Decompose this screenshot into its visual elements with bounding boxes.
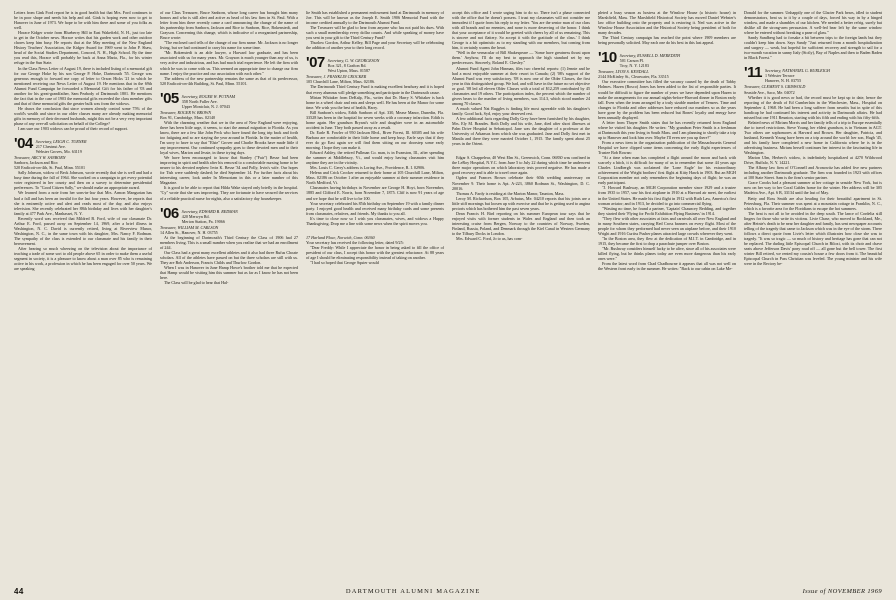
class-heading-1911: [744, 66, 882, 83]
class-year: '05: [160, 89, 179, 107]
paragraph: He draws the conclusion that since women already control some 75% of the world's wealth and since in our older classes many are already making memorial gifts in memory of their deceased husbands, might this not be a very very important phase of any over-all solicitation on behalf of the College?: [14, 105, 152, 127]
treasurer-address: Sanborn, Jackson and Ricc: [14, 160, 59, 166]
paragraph: It is good to be able to report that Hilda Wake stayed only briefly in the hospital. "Cy" wrote that she was improving. They are fortunate to have secured the services of a reliable practical nurse for nights, also a satisfactory day housekeeper.: [160, 185, 298, 201]
paragraph: Donald for the summer. Unhappily one of the Glacier Park bears, idled to student demonstrators, beat us to it by a couple of days, forced his way in by a hinged window, and made a shambles of our kitchen. We needed a better refrig. surely but dislike all the strong-arm persuasion. A well-fed bear left by the same window where he entered without breaking a pane of glass.": [744, 10, 882, 36]
paragraph: The Dartmouth Third Century Fund is making excellent headway and it is hoped that every alumnus will pledge something and participate in the Dartmouth cause.: [306, 84, 444, 95]
paragraph: A few additional facts regarding Dolly Grey have been furnished by his daughter, Mrs. Ely M. Brandes. Both Dolly and his wife, Jane, died after short illnesses at Palm Drive Hospital in Sebastopol. Jane was the daughter of a professor at the University of Arkansas from which she was graduated. Jane and Dolly first met in Manila and there they were married October 1, 1915. The family spent about 25 years in the Orient.: [452, 115, 590, 147]
paragraph: Sandy Sandberg had to forsake a bit between trips to the foreign lands but they couldn't keep him down. Says Sandy "Just returned from a month hospitalization and surgery — weak, but hopeful for sufficient recovery and strength to sail for a two-month vacation in sunny Italy (Sicily), Bay of Naples and then to Baden Baden in Black Forest.": [744, 35, 882, 61]
paragraph: Edgar S. Chappelear, 40 West Elm St., Greenwich, Conn. 06830 was confined in the LeRoy Hospital, N.Y.C. from June 5 to July 22 during which time he underwent three major operations on which laboratory tests proved negative. He has made a good recovery and is able to travel once again.: [452, 155, 590, 176]
publication-title: DARTMOUTH ALUMNI MAGAZINE: [345, 588, 481, 595]
treasurer-line: Treasurer, ROGER W. BROWN: [160, 109, 212, 115]
paragraph: It's time to close now so I wish you classmates, wives, and widows a Happy Thanksgiving. Drop me a line with some news when the spirit moves you.: [306, 215, 444, 226]
paragraph: Our Class had a great many excellent athletes and it also had three Rufus Choate scholars. All of the athletes have passed on but the three scholars are still with us. They are Bob Anderson, Francis Childs and Thurlow Gordon.: [160, 249, 298, 265]
address-line: 358 North Fuller Ave.: [181, 98, 218, 104]
column-container: [14, 10, 882, 566]
class-heading-1904: [14, 137, 152, 154]
paragraph: We have been encouraged to know that Stanley ("Fair") Besse had been improving in spirit and health after his removal to a comfortable nursing home to be nearer to his devoted nephew Irvin K. Besse '34 and Polly, Irvin's wife. Our hopes for Tish were suddenly dashed; he died September 14. For further facts about his interesting career, look under In Memoriam in this or a later number of this Magazine.: [160, 155, 298, 186]
address-line: Hanover, N. H. 03755: [764, 78, 802, 84]
page-number-left: 44: [14, 587, 24, 596]
text-column-1: [14, 10, 152, 566]
paragraph: Leroy M. Richardson, Box 105, Arbutus, Me. 04210 reports that his joints are a little stiff mornings but loosen up with exercise and that he is getting used to angina pectoris which has bothered him the past seven years.: [452, 195, 590, 211]
class-heading-1907: [306, 56, 444, 73]
paragraph: "Mr. Bokenstedt is an able lawyer, a Harvard law graduate, and has been associated with us for many years. Mr. Grayson is much younger than any of us, is very active and industrious, and has had much trial experience. He left the firm with which he was to come with us. This seemed an appropriate time to change our firm name. I enjoy the practice and our association with each other.": [160, 50, 298, 76]
paragraph: I am sure our 1903 widows can be proud of their record of support.: [18, 126, 129, 132]
paragraph: Letters from Gink Ford report he is in good health but that Mrs. Ford continues to be in poor shape and needs his help and aid. Gink is hoping even now to get to Hanover in June of 1973. We hope to be with him there and some of you folks as well.: [14, 10, 152, 31]
address-line: 420 Merwyn Rd.: [181, 213, 210, 219]
treasurer-address: 520 Endicott-on-4th, St. Paul, Minn. 55101: [14, 165, 86, 171]
paragraph: Bill Sanborn's widow, Edith Sanborn of Apt. 330, Mease Manor, Dunedin, Fla. 33528 has been in the hospital for seven weeks with a coronary infarction. Edith is home again. Her grandson Bryant's wife and daughter were in an automobile accident in June. They both passed away as a result.: [306, 109, 444, 130]
address-line: Merion Station, Pa. 19066: [181, 218, 225, 224]
text-column-4: [452, 10, 590, 566]
class-heading-1905: [160, 89, 298, 109]
paragraph: We learned from a note from her sons-in-law that Mrs. Armon Mangurian has had a fall and has been an invalid for the last four years. However, he reports that she is eminently active and alert and reads most of the day, and also enjoys television. She recently celebrated her 88th birthday and lives with her daughter's family at 477 Park Ave., Manhasset, N. Y.: [14, 190, 152, 216]
class-year: '07: [306, 54, 325, 72]
paragraph: "They flew with other associates at fairs and carnivals all over New England and in many Southern states, carrying Red Cross banners on every flight. Most of the people for whom they performed had never seen an airplane before, and their 1910 Wright and 1916 Curtiss Pusher planes attracted large crowds wherever they went.: [598, 215, 736, 236]
class-year: '11: [744, 64, 762, 82]
paragraph: Dr. Earle R. Fowler of 950 Jackson Blvd., River Forest, Ill. 60305 and his wife Barbara are comfortable in their little home and keep busy. Earle says that if they ever do go East again we will find them sitting on our doorstep some early morning. I hope they can make it.: [306, 129, 444, 151]
address-line: Box 321, 8 Grafton Rd.: [327, 63, 367, 69]
treasurer-address: 2144 McKinley St., Clearwater, Fla. 33515: [598, 74, 669, 80]
text-column-6: [744, 10, 882, 566]
class-year: '06: [160, 204, 179, 222]
paragraph: Grace Crooks had a pleasant summer at her cottage in seaside New York, but is now on her way to her Coral Gables home for the winter. Her address will be 305 Madeira Ave., Apt. 6 B, 33134 until the last of May.: [744, 180, 882, 196]
paragraph: Recently word was received that Mildred B. Ford, wife of our classmate Dr. Arthur E. Ford, passed away on September 14, 1969, after a brief illness in Washington, N. C. David is currently retired, living at Riverview Manor, Washington, N. C., in the same town with his daughter, Mrs. Nancy F. Rodman. The sympathy of the class is extended to our classmate and his family in their bereavement.: [14, 215, 152, 246]
paragraph: Your secretary celebrated his 85th birthday on September 19 with a family dinner party. I enjoyed good health and received many birthday cards and some presents from classmates, relatives, and friends. My thanks to you all.: [306, 200, 444, 216]
paragraph: The Third Century campaign has reached the point where 1909 members are being personally solicited. May each one do his best in this last appeal.: [598, 35, 736, 46]
paragraph: Alumni Fund Agent John Hinman, files two cheerful reports: (1) Jennie and he had a most enjoyable summer at their resort in Canada; (2) '08's support of the Alumni Fund was very satisfactory. '08 is now one of the Older Classes, the first year in this distinguished group. We had, and will have in the future no set objective or goal. '08 led all eleven Older Classes with a total of $12,259 contributed by 45 classmates and 19 others. The participation index, the percent which the number of givers bears to the number of living members, was 114.3, which stood number 24 among 70 classes.: [452, 65, 590, 106]
paragraph: Sally Johnson, widow of Beck Johnson, wrote recently that she is well and had a busy time during the fall of 1964. She worked on a campaign to get every potential voter registered in her county and then on a survey to determine presidential preferences. To "Good Citizen Sally," we should make an appropriate award.: [14, 170, 152, 191]
treasurer-address: 14 Allen St., Hanover, N. H. 03755: [160, 229, 218, 235]
paragraph: Dean Francis H. Bird reporting on his summer European tour says that he enjoyed visits with former students in Wales and England and then took an interesting cruise from Bergen, Norway to the countries of Norway, Sweden, Finland, Russia, Poland, and Denmark through the Kiel Canal in Western Germany to the Tilbury Docks in London.: [452, 210, 590, 236]
secretary-line: Secretary, EDWARD B. REDMAN: [181, 208, 238, 214]
paragraph: With the charming weather that we in the area of New England were enjoying, there has been little urge, it seems, to start the annual migration to Florida. As you know, there are a few like John Peck who have found the long trip back and forth too fatiguing and so are staying the year around in Florida. In the matter of health, I'm sorry to have to say that "Elsie" Grover and Charlie Brooks have made little if any improvement. Our continued sympathy goes to these devoted men and to their loyal wives, Marion and Jessie, in these trying days.: [160, 119, 298, 156]
paragraph: "In the Boston area, they flew at the dedication of M.I.T. in Cambridge, and in 1915, they became the first to drop a parachute jumper over Boston.: [598, 235, 736, 246]
paragraph: The Treasurer will be glad to hear from anyone who has not paid his dues. With such a small membership every dollar counts. And while speaking of money have you sent in your gift to the Third Century Fund?: [306, 25, 444, 41]
class-year: '10: [598, 49, 617, 67]
paragraph: "J. Howard Bushway, an MGH Corporation member since 1929 and a trustee from 1935 to 1957, saw his first airplane in 1910 at a Harvard air meet, the earliest in the United States. He made his first flight in 1912 with Ruth Law, America's first woman aviator; and in 1913, he decided to go into commercial flying.: [598, 185, 736, 206]
address-line: West Upton, Mass. 01587: [327, 68, 371, 74]
paragraph: At the beginning of Dartmouth's Third Century the Class of 1906 had 27 members living. This is a small number when you realize that we had an enrollment of 244.: [160, 234, 298, 250]
treasurer-line: Treasurer, CLEMENT S. GRISWOLD: [744, 84, 806, 90]
paragraph: "Dear Freddy: While I appreciate the honor in being asked to fill the office of president of our class, I accept this honor with the greatest reluctance. At 88 years of age I should be eliminating responsibility instead of taking on another.: [306, 244, 444, 260]
paragraph: Horace Kidger wrote from Blueberry Hill in East Wakefield, N. H., just too late to get in the October news. Horace writes that his garden work and other outdoor chores keep him busy. He reports that at the May meeting of the New England History Teachers' Association, the Kidger Award for 1969 went to John P. Shaw, head of the Social Studies Department, Concord, N. H., High School. By the time you read this, Horace will probably be back at Anna Maria, Fla., for his winter refuge in the Sun State.: [14, 30, 152, 66]
paragraph: Whether it is good news or bad, the record must be kept up to date, hence the reporting of the death of Ed Cumberlain in the Winchester, Mass., Hospital on September 4, 1968. He had been a long sufferer from neuritis but in spite of this handicap he had continued his interest and activity in Dartmouth affairs. He had missed but one 1911 Reunion, starting with his fifth and ending with his fifty-fifth.: [744, 94, 882, 120]
paragraph: "The enclosed card tells of the change of our firm name. Mr. Jackson is no longer living, but we had continued to carry his name for some time.: [160, 40, 298, 51]
paragraph: "At a time when man has completed a flight around the moon and back with scarcely a hitch, it is difficult for many of us to remember that some 44 years ago Charles Lindbergh was acclaimed the 'Lone Eagle' for his extraordinary achievement of the Wright brothers' first flight at Kitty Hawk in 1903. But an MGH Corporation member not only remembers the beginning days of flight; he was an early participant.: [598, 155, 736, 186]
class-secretary-block: [765, 66, 830, 83]
paragraph: From a news item in the organization publication of the Massachusetts General Hospital we have clipped some items concerning the early flight experiences of Trustee Bob Rowan:: [598, 139, 736, 156]
class-secretary-block: [182, 92, 235, 109]
paragraph: Marion Ulm, Herbert's widow, is indefinitely hospitalized at 4270 Wildwood Drive, Buffalo, N. Y. 14221.: [744, 155, 882, 166]
paragraph: Mrs. Louis C. Gerry's address is Loring Ave., Providence, R. I. 02906.: [310, 165, 426, 171]
treasurer-address: Your secretary has received the following letter, dated 9/25:: [306, 239, 404, 245]
class-secretary-block: [620, 51, 680, 68]
class-year: '04: [14, 135, 33, 153]
paragraph: From the latest word from Chad Chadbourne it appears that all was not well on the Western front early in the summer. He writes: "Back to our cabin on Lake Me-: [598, 261, 736, 272]
paragraph: Mirian Whitaker from DeKalp, Fla., writes that Dr. Harry S. Whitaker is back home in a wheel chair and eats and sleeps well. He has been at the Manor for some time. We wish you the best of health, Harry.: [306, 94, 444, 110]
paragraph: Thurlow Gordon, Arthur Kelley, Bill Page and your Secretary will be celebrating the addition of another year to their long record.: [306, 40, 444, 51]
paragraph: Ogden and Frances Brown celebrate their 60th wedding anniversary on November 9. Their home is Apt. A-223, 3860 Rodman St., Washington, D. C. 20016.: [452, 175, 590, 191]
secretary-line: Secretary, LEIGH C. TURNER: [35, 139, 87, 145]
paragraph: A much valued Nat Ruggles is finding life most agreeable with his daughter's family. Good luck, Syd, enjoy your deserved rest.: [452, 105, 590, 116]
paragraph: lie Smith has established a permanent endowment fund at Dartmouth in memory of Joe. This will be known as the Joseph E. Smith 1906 Memorial Fund with the income credited annually to the Dartmouth Alumni Fund.: [306, 10, 444, 26]
class-heading-1908: [306, 232, 444, 234]
page-footer: [14, 587, 882, 596]
treasurer-line: Treasurer, LYON S. KENDALL: [598, 69, 649, 75]
paragraph: Belated news of Miriam Morris and her family tells of a trip to Europe essentially due to travel restrictions. Steve Young, her eldest grandson, is in Vietnam in AGT. Two others are sophomores at Harvard and Brown. Her daughter, Patricia, and husband, Kenneth Young have been on a trip around the world: her son, Hugh '45, and his family have completed a new home in California where he is in the advertising business. Miriam herself continues her interest in the fascinating life in Washington.: [744, 119, 882, 156]
paragraph: Helena and Crick Crocker returned to their home at 105 Churchill Lane, Milton, Mass. 02186 on October 1 after an enjoyable summer at their summer residence in North Medford, Vt.: [306, 170, 444, 186]
address-line: Upper Montclair, N. J. 07043: [181, 103, 230, 109]
paragraph: "Well in the vernacular of Bill Shakespeare — 'Some have greatness thrust upon them.' Anyhow, I'll do my best to approach the high standard set by my predecessors. Sincerely, Roland E. Chesley.": [452, 50, 590, 66]
address-line: Troy, N. Y. 12183: [619, 63, 649, 69]
paragraph: When I was in Hanover in June Hamp Howe's brother told me that he expected that Hamp would be visiting him this summer but as far as I know he has not been here.: [160, 264, 298, 281]
address-line: 1 Webster Terrace: [764, 73, 795, 79]
paragraph: Thomas A. Fardy is residing at the Marion Manor, Taunton, Mass.: [456, 190, 565, 196]
class-secretary-block: [36, 137, 87, 154]
class-heading-1909: [452, 152, 590, 154]
address-line: 501 Carson Pl.: [619, 58, 644, 64]
paragraph: Betty and Ross Smith are also heading for their beautiful apartment in St. Petersburg, Fla. Their summer was spent at a mountain cottage in Franklin, N. C., which is a favorite area for the Floridians to escape the hot summers.: [744, 195, 882, 211]
paragraph: The Albany law firm of O'Connell and Aronowitz has added five new partners including another Dartmouth graduate. The firm was founded in 1923 with offices at 100 State Street. Sam is the firm's senior partner.: [744, 165, 882, 181]
treasurer-address: Seaside Ave., Saco, Me. 04072: [744, 89, 795, 95]
class-heading-1906: [160, 204, 298, 224]
class-secretary-block: [182, 207, 238, 224]
paragraph: "Wasting no time, he found a partner, 'Captain' Chauncey Redding, and together they started their 'Flying for Profit Exhibition Flying Business' in 1914.: [598, 205, 736, 216]
treasurer-line: Treasurer, ARCY W. SANBORN: [14, 155, 66, 161]
paragraph: In the Class News Letter of August 19, there is included listing of a memorial gift for our George Hoke by his son George P. Hoke, Dartmouth '55. George was generous enough to forward me copy of letter to Orson Hicks '21 in which he mentioned receiving our News Letter of August 19. He mentions that in the 69th Alumni Fund Campaign he forwarded a Memorial Gift for his father of '03 and another for his great-grandfather, Sam Peabody of Dartmouth 1801. He mentions the fact that in the case of 1903 the memorial gifts exceeded the class member gifts and that of these memorial gifts the greater bulk was from the widows.: [14, 65, 152, 106]
address-line: 217 Chestnut Ave.: [35, 144, 66, 150]
secretary-line: Secretary, ROGER W. PUTNAM: [181, 93, 236, 99]
text-column-5: [598, 10, 736, 566]
paragraph: Edward Ashley, the retired Pullman Co. man, is in Evanston, Ill., after spending the summer at Middlebury, Vt., and would enjoy having classmates visit him anytime they are in the vicinity.: [306, 150, 444, 166]
paragraph: of our Class Treasurer, Bruce Sanborn, whose long career has brought him many honors and who is still alert and active as head of his law firm in St. Paul. With a letter from him there recently came a card announcing the change of the name of his partnership from Sanborn, Jackson and Rice to Sanborn, Rice, Bokenstedt, and Grayson. Concerning this change, which is indicative of a reorganized partnership, Bruce wrote:: [160, 10, 298, 41]
paragraph: accept this office and I wrote urging him to do so. There isn't a phase connected with the office that he doesn't possess. I trust my classmates will not consider me immodest if I quote from his reply to my letter. 'You are the senior man of our class with all brands and no enemies, and none is more deserving of the honor. I think that your acceptance of it would be greeted with cheers by all of us remaining. This is sincere and not flattery. So accept it with the gratitude of the class.' I think George is a bit optimistic as to my standing with our members, but coming from him, it certainly warms the heart.: [452, 10, 590, 51]
secretary-line: Secretary, G. W. GEORGESON: [327, 58, 380, 64]
class-heading-1910: [598, 51, 736, 68]
paragraph: "I had so hoped that George Squier would: [310, 260, 379, 266]
paragraph: After hearing so much wheezing on the television about the importance of teaching a trade of some sort to old people above 65 in order to make them a useful segment in society, it is a pleasure to know about a man over 85 who is remaining active in his work, a profession in which he has been engaged for over 50 years. We are speaking: [14, 245, 152, 272]
paragraph: A letter from Thayer Smith states that he has recently returned from England where he visited his daughter. He writes: "My grandson Peter Smith is a freshman at Dartmouth this year living in South Mass. and I am planning to shortly take a trip up to Hanover and look him over. Maybe I'll even see you up there?": [598, 119, 736, 140]
issue-date: Issue of NOVEMBER 1969: [802, 588, 882, 595]
paragraph: Classmates having birthdays in November are George H. Hoyt, born November, 1885 and Clifford E. Norris, born November 7, 1875. Cliff is now 91 years of age and we hope that he will live to be 100.: [306, 185, 444, 201]
treasurer-line: Treasurer, J. FRANKLIN CROCKER: [306, 74, 367, 80]
paragraph: pleted a busy season as hostess at the Winslow House (a historic house) in Marshfield, Mass. The Marshfield Historical Society has moved Daniel Webster's law office building onto the property and is restoring it. Ned was active in the Winslow House Association and the Historical Society being president of both for many decades.: [598, 10, 736, 36]
paragraph: "Mr. Bushway considers himself lucky to be alive, since all of his associates were killed flying, but he thinks planes today are even more dangerous than his early ones were.": [598, 245, 736, 262]
text-column-2: [160, 10, 298, 566]
text-column-3: [306, 10, 444, 566]
treasurer-line: Treasurer, WILLIAM M. CARLSON: [160, 224, 219, 230]
paragraph: The heat is not all to be avoided in the deep south. The lance of Cordelia still lingers for those who write its victims. Livie Chase, who moved to Rockland, Me., after Heinie's death to be near her daughter and family, has sent newspaper accounts telling of the tragedy that came to Jackson which was in the eye of the storm. There follows a direct quote from Livie's letter which illustrates how close she was to tragedy. "It was so tragic — so much of history and heritage has gone that can not be replaced. The darling little Episcopal Church in Biloxi, with its choir and chave seats above Jefferson Davis' pony road off — all gone but the bell tower. The first winter Bill retired, we rented my cousin's house a few doors from it. The beautiful Episcopal Church in Pass Christian was leveled. The young minister and his wife were in the Rectory be-: [744, 210, 882, 267]
treasurer-address: Box 91, Cambridge, Mass. 02140: [160, 114, 216, 120]
secretary-line: Secretary, RUSSELL D. MEREDITH: [619, 53, 681, 59]
treasurer-line: 17 Harland Place, Norwich, Conn. 06360: [306, 234, 375, 240]
paragraph: Our executive committee has filled the vacancy caused by the death of Tabby Holmes. Hazen (Bosco) Jones has been added to the list of responsible parties. It would be difficult to figure the number of years we have depended upon Hazen to make the arrangements for our annual nights-before-Harvard dinner in Boston early fall. Even when the team arranged by a truly sizable number of Tensers. Time and changes to Florida and other addresses have reduced our numbers so as the years have gone by the problem has been reduced but Bones' loyalty and energy have been annually displayed.: [598, 79, 736, 120]
class-secretary-block: [328, 56, 380, 73]
paragraph: The Class will be glad to hear that Hal-: [164, 280, 229, 286]
paragraph: Mrs. Edward C. Ford, Jo to us, has com-: [456, 236, 523, 242]
secretary-line: Secretary, NATHANIEL G. BURLEIGH: [764, 68, 830, 74]
paragraph: The address of the new partnership remains the same as that of its predecessor, 520 Endicott-on-4th Building, St. Paul, Minn. 55101.: [160, 75, 298, 86]
address-line: Webster Groves, Mo. 63119: [35, 149, 82, 155]
treasurer-address: 105 Churchill Lane, Milton, Mass. 02186.: [306, 79, 376, 85]
